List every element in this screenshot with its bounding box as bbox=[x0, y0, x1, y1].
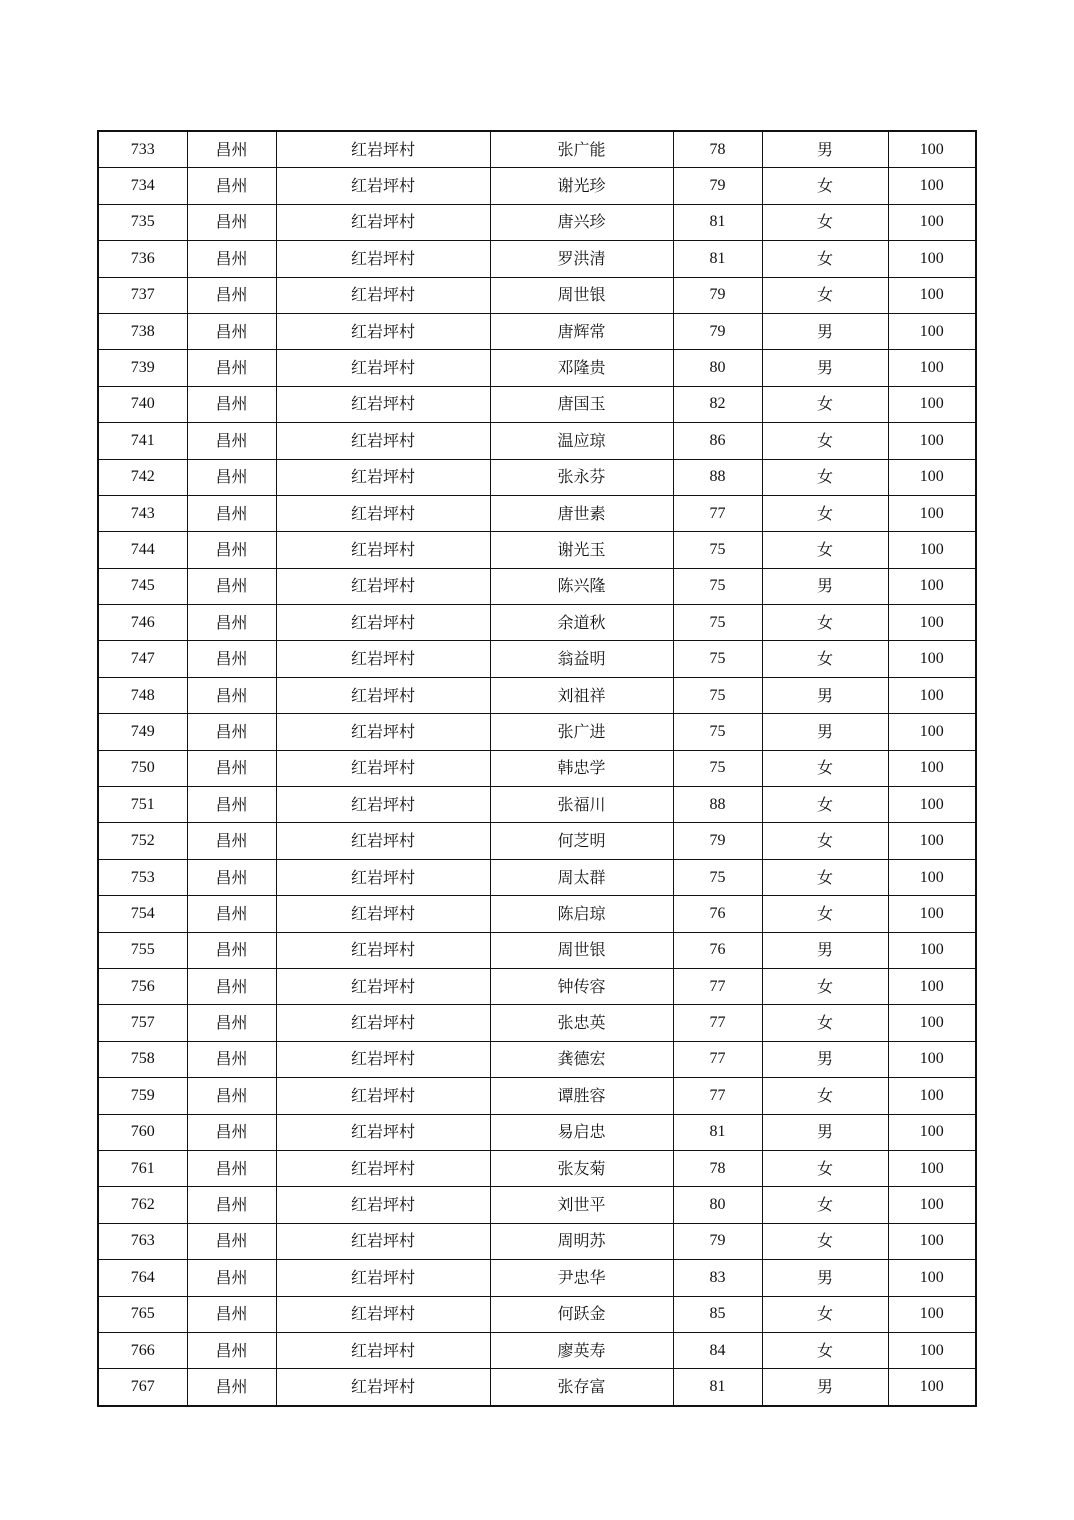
age-cell: 77 bbox=[673, 495, 762, 531]
gender-cell: 女 bbox=[762, 241, 888, 277]
serial-number-cell: 758 bbox=[98, 1041, 187, 1077]
age-cell: 86 bbox=[673, 423, 762, 459]
table-row bbox=[98, 1187, 976, 1223]
serial-number-cell: 754 bbox=[98, 896, 187, 932]
amount-cell: 100 bbox=[888, 750, 976, 786]
table-row bbox=[98, 459, 976, 495]
table-row bbox=[98, 823, 976, 859]
gender-cell: 男 bbox=[762, 350, 888, 386]
serial-number-cell: 760 bbox=[98, 1114, 187, 1150]
village-cell: 红岩坪村 bbox=[276, 1296, 490, 1332]
serial-number-cell: 755 bbox=[98, 932, 187, 968]
amount-cell: 100 bbox=[888, 495, 976, 531]
serial-number-cell: 766 bbox=[98, 1332, 187, 1368]
person-name-cell: 刘祖祥 bbox=[490, 677, 673, 713]
gender-cell: 女 bbox=[762, 1150, 888, 1186]
age-cell: 81 bbox=[673, 1114, 762, 1150]
age-cell: 84 bbox=[673, 1332, 762, 1368]
serial-number-cell: 747 bbox=[98, 641, 187, 677]
serial-number-cell: 734 bbox=[98, 168, 187, 204]
serial-number-cell: 759 bbox=[98, 1078, 187, 1114]
amount-cell: 100 bbox=[888, 459, 976, 495]
person-name-cell: 谭胜容 bbox=[490, 1078, 673, 1114]
town-cell: 昌州 bbox=[187, 386, 276, 422]
person-name-cell: 余道秋 bbox=[490, 605, 673, 641]
amount-cell: 100 bbox=[888, 605, 976, 641]
person-name-cell: 张广进 bbox=[490, 714, 673, 750]
town-cell: 昌州 bbox=[187, 1369, 276, 1406]
serial-number-cell: 737 bbox=[98, 277, 187, 313]
village-cell: 红岩坪村 bbox=[276, 1005, 490, 1041]
table-row bbox=[98, 605, 976, 641]
age-cell: 79 bbox=[673, 1223, 762, 1259]
town-cell: 昌州 bbox=[187, 1187, 276, 1223]
town-cell: 昌州 bbox=[187, 495, 276, 531]
gender-cell: 男 bbox=[762, 568, 888, 604]
amount-cell: 100 bbox=[888, 1332, 976, 1368]
village-cell: 红岩坪村 bbox=[276, 568, 490, 604]
table-row bbox=[98, 750, 976, 786]
table-row bbox=[98, 495, 976, 531]
village-cell: 红岩坪村 bbox=[276, 787, 490, 823]
gender-cell: 女 bbox=[762, 1223, 888, 1259]
roster-body bbox=[98, 131, 976, 1406]
person-name-cell: 陈兴隆 bbox=[490, 568, 673, 604]
age-cell: 75 bbox=[673, 677, 762, 713]
serial-number-cell: 751 bbox=[98, 787, 187, 823]
gender-cell: 女 bbox=[762, 1296, 888, 1332]
gender-cell: 女 bbox=[762, 277, 888, 313]
table-row bbox=[98, 532, 976, 568]
person-name-cell: 周太群 bbox=[490, 859, 673, 895]
age-cell: 83 bbox=[673, 1260, 762, 1296]
age-cell: 75 bbox=[673, 532, 762, 568]
table-row bbox=[98, 1260, 976, 1296]
amount-cell: 100 bbox=[888, 859, 976, 895]
town-cell: 昌州 bbox=[187, 168, 276, 204]
gender-cell: 女 bbox=[762, 787, 888, 823]
town-cell: 昌州 bbox=[187, 787, 276, 823]
amount-cell: 100 bbox=[888, 313, 976, 349]
village-cell: 红岩坪村 bbox=[276, 532, 490, 568]
table-row bbox=[98, 568, 976, 604]
town-cell: 昌州 bbox=[187, 532, 276, 568]
table-row bbox=[98, 714, 976, 750]
person-name-cell: 廖英寿 bbox=[490, 1332, 673, 1368]
serial-number-cell: 767 bbox=[98, 1369, 187, 1406]
serial-number-cell: 743 bbox=[98, 495, 187, 531]
town-cell: 昌州 bbox=[187, 932, 276, 968]
town-cell: 昌州 bbox=[187, 423, 276, 459]
table-row bbox=[98, 277, 976, 313]
gender-cell: 男 bbox=[762, 1369, 888, 1406]
table-row bbox=[98, 932, 976, 968]
town-cell: 昌州 bbox=[187, 1296, 276, 1332]
village-cell: 红岩坪村 bbox=[276, 131, 490, 168]
village-cell: 红岩坪村 bbox=[276, 932, 490, 968]
serial-number-cell: 762 bbox=[98, 1187, 187, 1223]
age-cell: 80 bbox=[673, 1187, 762, 1223]
amount-cell: 100 bbox=[888, 1005, 976, 1041]
person-name-cell: 唐国玉 bbox=[490, 386, 673, 422]
person-name-cell: 龚德宏 bbox=[490, 1041, 673, 1077]
village-cell: 红岩坪村 bbox=[276, 896, 490, 932]
town-cell: 昌州 bbox=[187, 1041, 276, 1077]
amount-cell: 100 bbox=[888, 1260, 976, 1296]
village-cell: 红岩坪村 bbox=[276, 968, 490, 1004]
town-cell: 昌州 bbox=[187, 459, 276, 495]
gender-cell: 女 bbox=[762, 1005, 888, 1041]
age-cell: 79 bbox=[673, 313, 762, 349]
amount-cell: 100 bbox=[888, 1187, 976, 1223]
age-cell: 85 bbox=[673, 1296, 762, 1332]
serial-number-cell: 761 bbox=[98, 1150, 187, 1186]
table-row bbox=[98, 1296, 976, 1332]
amount-cell: 100 bbox=[888, 932, 976, 968]
village-cell: 红岩坪村 bbox=[276, 1260, 490, 1296]
amount-cell: 100 bbox=[888, 641, 976, 677]
serial-number-cell: 748 bbox=[98, 677, 187, 713]
age-cell: 77 bbox=[673, 1078, 762, 1114]
village-cell: 红岩坪村 bbox=[276, 641, 490, 677]
person-name-cell: 唐辉常 bbox=[490, 313, 673, 349]
town-cell: 昌州 bbox=[187, 714, 276, 750]
person-name-cell: 罗洪清 bbox=[490, 241, 673, 277]
town-cell: 昌州 bbox=[187, 677, 276, 713]
age-cell: 76 bbox=[673, 932, 762, 968]
town-cell: 昌州 bbox=[187, 1150, 276, 1186]
amount-cell: 100 bbox=[888, 277, 976, 313]
village-cell: 红岩坪村 bbox=[276, 204, 490, 240]
serial-number-cell: 757 bbox=[98, 1005, 187, 1041]
age-cell: 81 bbox=[673, 204, 762, 240]
town-cell: 昌州 bbox=[187, 605, 276, 641]
serial-number-cell: 733 bbox=[98, 131, 187, 168]
age-cell: 76 bbox=[673, 896, 762, 932]
age-cell: 75 bbox=[673, 714, 762, 750]
age-cell: 75 bbox=[673, 605, 762, 641]
village-cell: 红岩坪村 bbox=[276, 823, 490, 859]
gender-cell: 女 bbox=[762, 896, 888, 932]
village-cell: 红岩坪村 bbox=[276, 605, 490, 641]
document-page bbox=[97, 130, 975, 1407]
gender-cell: 男 bbox=[762, 313, 888, 349]
serial-number-cell: 745 bbox=[98, 568, 187, 604]
gender-cell: 男 bbox=[762, 1260, 888, 1296]
age-cell: 78 bbox=[673, 131, 762, 168]
amount-cell: 100 bbox=[888, 1296, 976, 1332]
town-cell: 昌州 bbox=[187, 1332, 276, 1368]
serial-number-cell: 740 bbox=[98, 386, 187, 422]
person-name-cell: 张福川 bbox=[490, 787, 673, 823]
town-cell: 昌州 bbox=[187, 1114, 276, 1150]
town-cell: 昌州 bbox=[187, 350, 276, 386]
serial-number-cell: 738 bbox=[98, 313, 187, 349]
village-cell: 红岩坪村 bbox=[276, 313, 490, 349]
town-cell: 昌州 bbox=[187, 750, 276, 786]
gender-cell: 男 bbox=[762, 1114, 888, 1150]
gender-cell: 女 bbox=[762, 1332, 888, 1368]
serial-number-cell: 749 bbox=[98, 714, 187, 750]
village-cell: 红岩坪村 bbox=[276, 1187, 490, 1223]
table-row bbox=[98, 1005, 976, 1041]
amount-cell: 100 bbox=[888, 1114, 976, 1150]
amount-cell: 100 bbox=[888, 568, 976, 604]
age-cell: 79 bbox=[673, 823, 762, 859]
gender-cell: 女 bbox=[762, 823, 888, 859]
amount-cell: 100 bbox=[888, 823, 976, 859]
age-cell: 88 bbox=[673, 787, 762, 823]
table-row bbox=[98, 1114, 976, 1150]
village-cell: 红岩坪村 bbox=[276, 714, 490, 750]
amount-cell: 100 bbox=[888, 350, 976, 386]
village-cell: 红岩坪村 bbox=[276, 168, 490, 204]
amount-cell: 100 bbox=[888, 131, 976, 168]
town-cell: 昌州 bbox=[187, 277, 276, 313]
town-cell: 昌州 bbox=[187, 131, 276, 168]
person-name-cell: 周世银 bbox=[490, 277, 673, 313]
person-name-cell: 翁益明 bbox=[490, 641, 673, 677]
age-cell: 77 bbox=[673, 968, 762, 1004]
village-cell: 红岩坪村 bbox=[276, 1078, 490, 1114]
table-row bbox=[98, 423, 976, 459]
town-cell: 昌州 bbox=[187, 241, 276, 277]
town-cell: 昌州 bbox=[187, 968, 276, 1004]
person-name-cell: 唐兴珍 bbox=[490, 204, 673, 240]
age-cell: 75 bbox=[673, 859, 762, 895]
village-cell: 红岩坪村 bbox=[276, 1223, 490, 1259]
gender-cell: 男 bbox=[762, 714, 888, 750]
town-cell: 昌州 bbox=[187, 1223, 276, 1259]
town-cell: 昌州 bbox=[187, 1078, 276, 1114]
village-cell: 红岩坪村 bbox=[276, 677, 490, 713]
table-row bbox=[98, 968, 976, 1004]
table-row bbox=[98, 204, 976, 240]
age-cell: 79 bbox=[673, 277, 762, 313]
gender-cell: 女 bbox=[762, 204, 888, 240]
gender-cell: 男 bbox=[762, 677, 888, 713]
table-row bbox=[98, 386, 976, 422]
person-name-cell: 谢光珍 bbox=[490, 168, 673, 204]
table-row bbox=[98, 313, 976, 349]
gender-cell: 男 bbox=[762, 131, 888, 168]
amount-cell: 100 bbox=[888, 386, 976, 422]
village-cell: 红岩坪村 bbox=[276, 1150, 490, 1186]
town-cell: 昌州 bbox=[187, 1260, 276, 1296]
table-row bbox=[98, 641, 976, 677]
serial-number-cell: 736 bbox=[98, 241, 187, 277]
table-row bbox=[98, 1150, 976, 1186]
gender-cell: 女 bbox=[762, 386, 888, 422]
serial-number-cell: 752 bbox=[98, 823, 187, 859]
amount-cell: 100 bbox=[888, 787, 976, 823]
table-row bbox=[98, 1369, 976, 1406]
village-cell: 红岩坪村 bbox=[276, 1114, 490, 1150]
gender-cell: 女 bbox=[762, 168, 888, 204]
gender-cell: 女 bbox=[762, 968, 888, 1004]
village-cell: 红岩坪村 bbox=[276, 386, 490, 422]
person-name-cell: 尹忠华 bbox=[490, 1260, 673, 1296]
gender-cell: 女 bbox=[762, 1187, 888, 1223]
amount-cell: 100 bbox=[888, 1041, 976, 1077]
serial-number-cell: 741 bbox=[98, 423, 187, 459]
amount-cell: 100 bbox=[888, 1078, 976, 1114]
amount-cell: 100 bbox=[888, 677, 976, 713]
person-name-cell: 何跃金 bbox=[490, 1296, 673, 1332]
roster-table bbox=[97, 130, 977, 1407]
person-name-cell: 唐世素 bbox=[490, 495, 673, 531]
village-cell: 红岩坪村 bbox=[276, 750, 490, 786]
village-cell: 红岩坪村 bbox=[276, 459, 490, 495]
gender-cell: 男 bbox=[762, 1041, 888, 1077]
age-cell: 78 bbox=[673, 1150, 762, 1186]
amount-cell: 100 bbox=[888, 896, 976, 932]
table-row bbox=[98, 241, 976, 277]
town-cell: 昌州 bbox=[187, 896, 276, 932]
person-name-cell: 周世银 bbox=[490, 932, 673, 968]
serial-number-cell: 742 bbox=[98, 459, 187, 495]
person-name-cell: 易启忠 bbox=[490, 1114, 673, 1150]
gender-cell: 女 bbox=[762, 641, 888, 677]
table-row bbox=[98, 1223, 976, 1259]
person-name-cell: 周明苏 bbox=[490, 1223, 673, 1259]
table-row bbox=[98, 1332, 976, 1368]
amount-cell: 100 bbox=[888, 241, 976, 277]
gender-cell: 女 bbox=[762, 532, 888, 568]
gender-cell: 女 bbox=[762, 459, 888, 495]
serial-number-cell: 750 bbox=[98, 750, 187, 786]
village-cell: 红岩坪村 bbox=[276, 859, 490, 895]
age-cell: 81 bbox=[673, 241, 762, 277]
village-cell: 红岩坪村 bbox=[276, 1369, 490, 1406]
village-cell: 红岩坪村 bbox=[276, 423, 490, 459]
person-name-cell: 温应琼 bbox=[490, 423, 673, 459]
person-name-cell: 张友菊 bbox=[490, 1150, 673, 1186]
serial-number-cell: 744 bbox=[98, 532, 187, 568]
age-cell: 82 bbox=[673, 386, 762, 422]
person-name-cell: 张广能 bbox=[490, 131, 673, 168]
person-name-cell: 张忠英 bbox=[490, 1005, 673, 1041]
gender-cell: 女 bbox=[762, 1078, 888, 1114]
village-cell: 红岩坪村 bbox=[276, 1041, 490, 1077]
amount-cell: 100 bbox=[888, 968, 976, 1004]
amount-cell: 100 bbox=[888, 168, 976, 204]
town-cell: 昌州 bbox=[187, 823, 276, 859]
person-name-cell: 韩忠学 bbox=[490, 750, 673, 786]
serial-number-cell: 765 bbox=[98, 1296, 187, 1332]
serial-number-cell: 739 bbox=[98, 350, 187, 386]
age-cell: 75 bbox=[673, 568, 762, 604]
serial-number-cell: 764 bbox=[98, 1260, 187, 1296]
amount-cell: 100 bbox=[888, 714, 976, 750]
age-cell: 75 bbox=[673, 641, 762, 677]
amount-cell: 100 bbox=[888, 532, 976, 568]
town-cell: 昌州 bbox=[187, 568, 276, 604]
person-name-cell: 钟传容 bbox=[490, 968, 673, 1004]
table-row bbox=[98, 350, 976, 386]
table-row bbox=[98, 1041, 976, 1077]
table-row bbox=[98, 896, 976, 932]
age-cell: 77 bbox=[673, 1005, 762, 1041]
gender-cell: 女 bbox=[762, 605, 888, 641]
serial-number-cell: 746 bbox=[98, 605, 187, 641]
age-cell: 77 bbox=[673, 1041, 762, 1077]
gender-cell: 女 bbox=[762, 495, 888, 531]
age-cell: 88 bbox=[673, 459, 762, 495]
village-cell: 红岩坪村 bbox=[276, 1332, 490, 1368]
gender-cell: 女 bbox=[762, 423, 888, 459]
table-row bbox=[98, 859, 976, 895]
town-cell: 昌州 bbox=[187, 204, 276, 240]
gender-cell: 女 bbox=[762, 859, 888, 895]
person-name-cell: 何芝明 bbox=[490, 823, 673, 859]
table-row bbox=[98, 1078, 976, 1114]
person-name-cell: 张存富 bbox=[490, 1369, 673, 1406]
person-name-cell: 邓隆贵 bbox=[490, 350, 673, 386]
serial-number-cell: 756 bbox=[98, 968, 187, 1004]
town-cell: 昌州 bbox=[187, 1005, 276, 1041]
town-cell: 昌州 bbox=[187, 641, 276, 677]
table-row bbox=[98, 787, 976, 823]
amount-cell: 100 bbox=[888, 423, 976, 459]
person-name-cell: 刘世平 bbox=[490, 1187, 673, 1223]
serial-number-cell: 763 bbox=[98, 1223, 187, 1259]
village-cell: 红岩坪村 bbox=[276, 350, 490, 386]
age-cell: 75 bbox=[673, 750, 762, 786]
person-name-cell: 张永芬 bbox=[490, 459, 673, 495]
table-row bbox=[98, 677, 976, 713]
amount-cell: 100 bbox=[888, 1223, 976, 1259]
town-cell: 昌州 bbox=[187, 313, 276, 349]
age-cell: 79 bbox=[673, 168, 762, 204]
village-cell: 红岩坪村 bbox=[276, 241, 490, 277]
town-cell: 昌州 bbox=[187, 859, 276, 895]
gender-cell: 男 bbox=[762, 932, 888, 968]
serial-number-cell: 735 bbox=[98, 204, 187, 240]
table-row bbox=[98, 168, 976, 204]
amount-cell: 100 bbox=[888, 1150, 976, 1186]
age-cell: 80 bbox=[673, 350, 762, 386]
village-cell: 红岩坪村 bbox=[276, 277, 490, 313]
serial-number-cell: 753 bbox=[98, 859, 187, 895]
gender-cell: 女 bbox=[762, 750, 888, 786]
age-cell: 81 bbox=[673, 1369, 762, 1406]
table-row bbox=[98, 131, 976, 168]
amount-cell: 100 bbox=[888, 204, 976, 240]
village-cell: 红岩坪村 bbox=[276, 495, 490, 531]
person-name-cell: 谢光玉 bbox=[490, 532, 673, 568]
amount-cell: 100 bbox=[888, 1369, 976, 1406]
person-name-cell: 陈启琼 bbox=[490, 896, 673, 932]
